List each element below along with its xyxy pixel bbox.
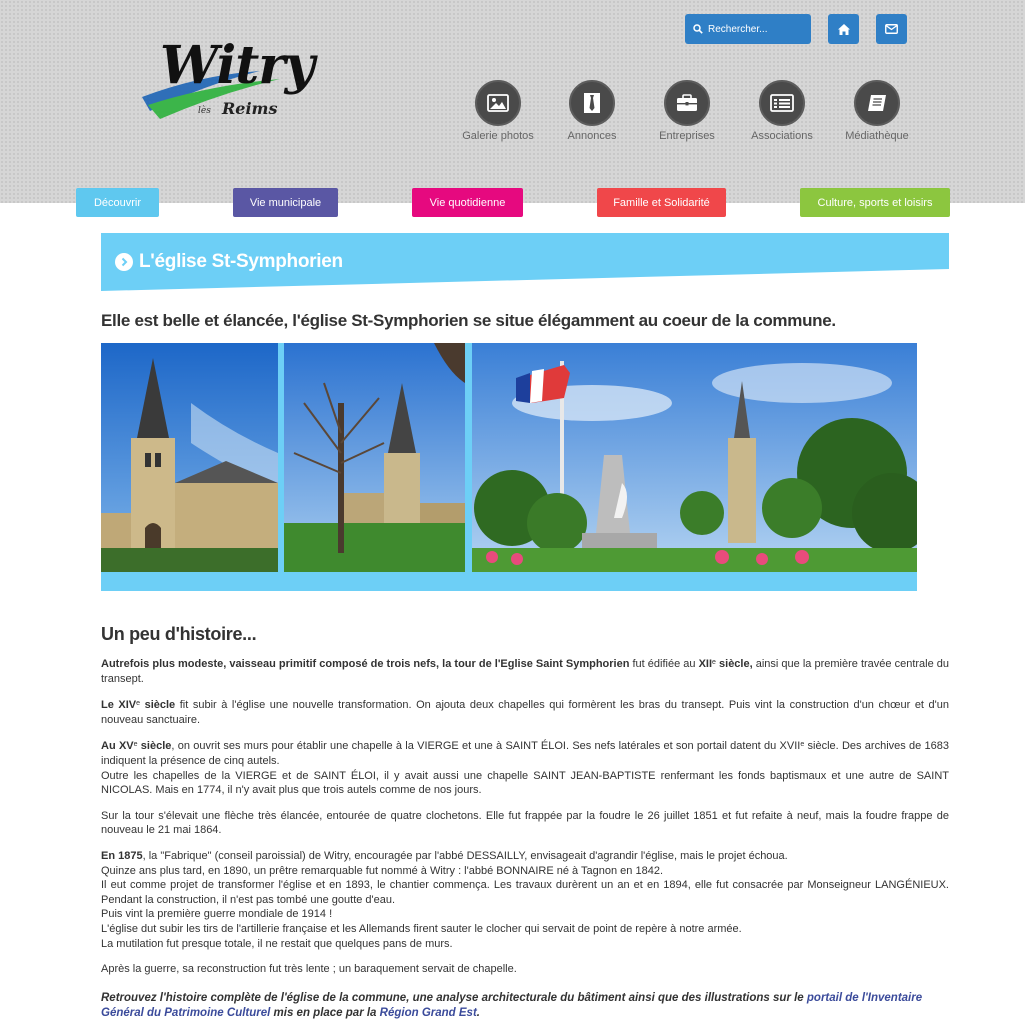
quick-nav-mediatheque[interactable] xyxy=(832,80,922,142)
menu-vie-quotidienne[interactable]: Vie quotidienne xyxy=(412,188,523,217)
tie-icon xyxy=(583,92,601,114)
history-paragraph-6: Après la guerre, sa reconstruction fut très lente ; un baraquement servait de chapelle. xyxy=(101,963,517,976)
church-monument-photo[interactable] xyxy=(472,343,917,572)
quick-nav-label: Associations xyxy=(751,130,813,142)
quick-nav-circle xyxy=(475,80,521,126)
menu-famille-solidarite[interactable]: Famille et Solidarité xyxy=(597,188,726,217)
menu-culture-sports-loisirs[interactable]: Culture, sports et loisirs xyxy=(800,188,950,217)
quick-nav-circle xyxy=(854,80,900,126)
history-content xyxy=(101,656,949,988)
history-paragraph-1: Autrefois plus modeste, vaisseau primitif composé de trois nefs, la tour de l'Eglise Saint Symphorien fut édifiée au XIIe siècle, ainsi que la première travée centrale du transept. xyxy=(101,658,950,685)
envelope-icon xyxy=(885,24,898,34)
quick-nav-label: Médiathèque xyxy=(845,130,909,142)
history-paragraph-4: Sur la tour s'élevait une flèche très élancée, entourée de quatre clochetons. Elle fut frappée par la foudre le 26 juillet 1851 et fut refaite à neuf, mais la foudre frappe de nouveau le 21 mai 1864. xyxy=(101,809,949,837)
quick-nav-associations[interactable] xyxy=(737,80,827,142)
history-heading: Un peu d'histoire... xyxy=(101,624,257,644)
logo-text-reims: Reims xyxy=(222,99,278,118)
site-logo[interactable] xyxy=(140,35,314,135)
quick-nav-annonces[interactable] xyxy=(547,80,637,142)
quick-nav-circle xyxy=(569,80,615,126)
page-title-text: L'église St-Symphorien xyxy=(139,251,343,272)
menu-decouvrir[interactable]: Découvrir xyxy=(76,188,159,217)
search-icon xyxy=(693,24,703,34)
search-input[interactable] xyxy=(708,24,804,35)
history-paragraph-5: En 1875, la "Fabrique" (conseil paroissial) de Witry, encouragée par l'abbé DESSAILLY, envisageait d'agrandir l'église, mais le projet échoua. Quinze ans plus tard, en 1890, un prêtre remarquable fut nommé à Witry : l'abbé BONNAIRE né à Tagnon en 1842. Il eut comme projet de transformer l'église et en 1893, le chantier commença. Les travaux durèrent un an et en 1894, elle fut consacrée par Monseigneur LANGÉNIEUX. Pendant la construction, il n'est pas tombé une goutte d'eau. Puis vint la première guerre mondiale de 1914 ! L'église dut subir les tirs de l'artillerie française et les Allemands firent sauter le clocher qui servait de point de repère à notre armée. La mutilation fut presque totale, il ne restait que quelques pans de murs. xyxy=(101,849,949,950)
church-photo-2[interactable] xyxy=(284,343,465,572)
quick-nav-label: Annonces xyxy=(567,130,617,142)
book-icon xyxy=(866,93,888,113)
logo-text-les: lès xyxy=(198,106,211,116)
quick-nav-circle xyxy=(664,80,710,126)
inventaire-patrimoine-link[interactable]: portail de l'Inventaire Général du Patrimoine Culturel xyxy=(101,992,923,1019)
inventory-reference-note: Retrouvez l'histoire complète de l'église de la commune, une analyse architecturale du bâtiment ainsi que des illustrations sur le portail de l'Inventaire Général du Patrimoine Culturel mis en place par la Région Grand Est. xyxy=(101,992,923,1019)
home-icon xyxy=(838,24,850,35)
church-photo-1[interactable] xyxy=(101,343,278,572)
briefcase-icon xyxy=(676,94,698,112)
photo-icon xyxy=(487,94,509,112)
quick-nav-entreprises[interactable] xyxy=(642,80,732,142)
lead-heading: Elle est belle et élancée, l'église St-Symphorien se situe élégamment au coeur de la commune. xyxy=(101,311,836,330)
photo-gallery-strip xyxy=(101,343,917,591)
region-grand-est-link[interactable]: Région Grand Est xyxy=(379,1007,477,1019)
chevron-right-circle-icon xyxy=(115,253,133,271)
quick-nav-label: Entreprises xyxy=(659,130,715,142)
contact-email-button[interactable] xyxy=(876,14,907,44)
history-paragraph-2: Le XIVe siècle fit subir à l'église une nouvelle transformation. On ajouta deux chapelles qui formèrent les bras du transept. Puis vint la construction d'un chœur et d'un nouveau sanctuaire. xyxy=(101,699,949,726)
list-card-icon xyxy=(770,94,794,112)
menu-vie-municipale[interactable]: Vie municipale xyxy=(233,188,338,217)
logo-text-witry: Witry xyxy=(160,35,314,96)
page-title xyxy=(115,251,343,273)
history-paragraph-3: Au XVe siècle, on ouvrit ses murs pour établir une chapelle à la VIERGE et une à SAINT ÉLOI. Ses nefs latérales et son portail datent du XVIIe siècle. Des archives de 1683 indiquent la présence de cinq autels. Outre les chapelles de la VIERGE et de SAINT ÉLOI, il y avait aussi une chapelle SAINT JEAN-BAPTISTE renfermant les fonds baptismaux et une autre de SAINT NICOLAS. Mais en 1774, il n'y avait plus que trois autels comme de nos jours. xyxy=(101,740,950,797)
quick-nav-label: Galerie photos xyxy=(462,130,534,142)
home-button[interactable] xyxy=(828,14,859,44)
search-bar[interactable] xyxy=(685,14,811,44)
site-header xyxy=(0,0,1025,203)
quick-nav-circle xyxy=(759,80,805,126)
quick-nav-galerie-photos[interactable] xyxy=(453,80,543,142)
